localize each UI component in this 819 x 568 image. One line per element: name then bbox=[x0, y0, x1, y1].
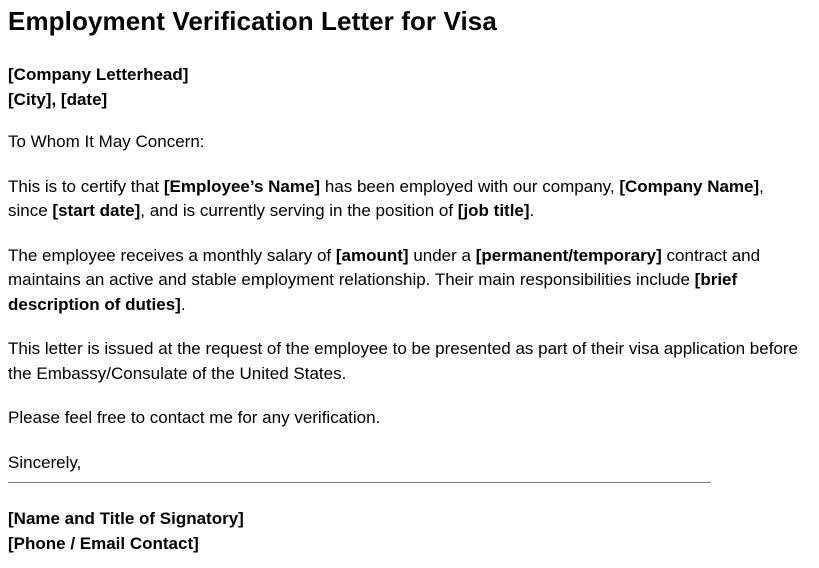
p2-text-1: The employee receives a monthly salary of bbox=[8, 245, 336, 265]
signatory-contact-placeholder: [Phone / Email Contact] bbox=[8, 533, 199, 553]
closing: Sincerely, bbox=[8, 452, 82, 472]
purpose-paragraph: This letter is issued at the request of the employee to be presented as part of their visa application before the Embassy/Consulate of the United States. bbox=[8, 339, 799, 383]
city-date-line bbox=[8, 90, 107, 109]
p2-text-4: . bbox=[180, 294, 186, 314]
letterhead-placeholder: [Company Letterhead] bbox=[8, 65, 189, 84]
p1-text-3: , since bbox=[8, 176, 764, 220]
contract-type-placeholder: [permanent/temporary] bbox=[475, 245, 662, 265]
letterhead bbox=[8, 63, 798, 112]
employee-name-placeholder: [Employee’s Name] bbox=[163, 176, 321, 196]
p1-text-4: , and is currently serving in the position of bbox=[140, 201, 458, 220]
amount-placeholder: [amount] bbox=[335, 245, 409, 265]
signatory-name-placeholder: [Name and Title of Signatory] bbox=[8, 509, 244, 528]
p2-text-2: under a bbox=[408, 245, 476, 265]
duties-placeholder: [brief description of duties] bbox=[8, 270, 738, 314]
date-placeholder: [date] bbox=[60, 89, 108, 109]
p1-text-5: . bbox=[529, 201, 535, 220]
signature-line bbox=[8, 482, 711, 483]
job-title-placeholder: [job title] bbox=[457, 201, 530, 220]
company-name-placeholder: [Company Name] bbox=[619, 176, 760, 196]
contact-paragraph: Please feel free to contact me for any verification. bbox=[8, 408, 381, 427]
document-title: Employment Verification Letter for Visa bbox=[8, 6, 497, 36]
certification-paragraph bbox=[8, 175, 798, 224]
salary-paragraph bbox=[8, 244, 798, 318]
start-date-placeholder: [start date] bbox=[52, 201, 141, 220]
p2-text-3: contract and maintains an active and stable employment relationship. Their main responsibilities include bbox=[8, 245, 761, 289]
city-date-separator: , bbox=[51, 89, 61, 109]
city-placeholder: [City] bbox=[8, 89, 52, 109]
signatory-block bbox=[8, 507, 798, 556]
p1-text-2: has been employed with our company, bbox=[320, 176, 620, 196]
p1-text-1: This is to certify that bbox=[8, 176, 164, 196]
salutation: To Whom It May Concern: bbox=[8, 132, 205, 151]
